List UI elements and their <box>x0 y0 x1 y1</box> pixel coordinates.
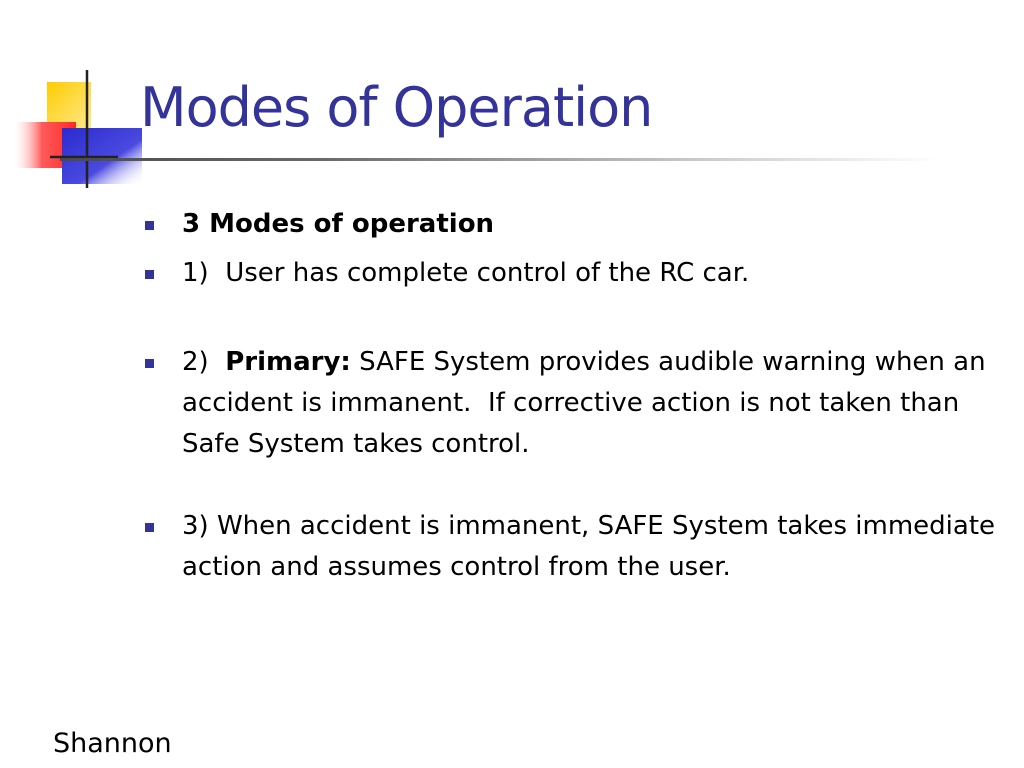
square-bullet-icon <box>145 270 154 279</box>
bullet-item-4 <box>145 506 1005 588</box>
bullet-4-prefix: 3) <box>182 511 217 541</box>
decorative-squares-logo-icon <box>0 0 150 200</box>
square-bullet-icon <box>145 359 154 368</box>
bullet-4-text: When accident is immanent, SAFE System takes immediate action and assumes control from the user. <box>182 511 996 582</box>
bullet-1-bold: 3 Modes of operation <box>182 209 495 239</box>
bullet-list <box>145 204 1005 588</box>
bullet-item-1 <box>145 204 1005 245</box>
bullet-item-2 <box>145 253 1005 294</box>
bullet-item-3 <box>145 342 1005 465</box>
title-divider <box>60 158 940 161</box>
bullet-3-bold: Primary: <box>225 347 351 377</box>
bullet-3-prefix: 2) <box>182 347 226 377</box>
square-bullet-icon <box>145 523 154 532</box>
bullet-2-text: User has complete control of the RC car. <box>225 258 750 288</box>
slide-title: Modes of Operation <box>140 76 653 139</box>
square-bullet-icon <box>145 221 154 230</box>
bullet-2-prefix: 1) <box>182 258 226 288</box>
presenter-name: Shannon <box>53 728 172 759</box>
bullet-3-text: SAFE System provides audible warning when an accident is immanent. If corrective action is not taken than Safe System takes control. <box>182 347 994 459</box>
